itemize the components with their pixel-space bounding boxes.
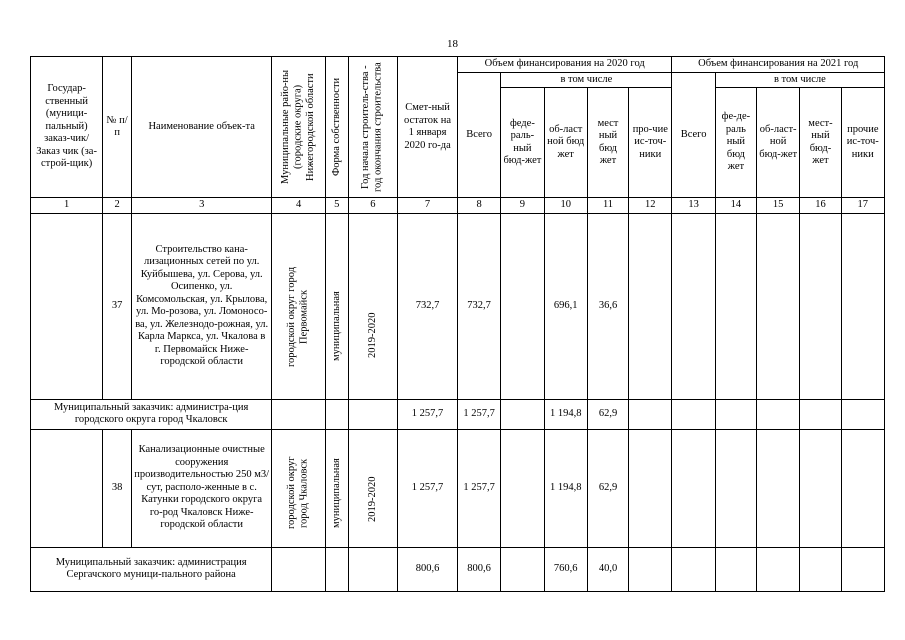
page-number: 18	[447, 38, 458, 50]
header-federal-2021: фе-де-раль ный бюд жет	[715, 88, 756, 198]
object-name: Строительство кана-лизационных сетей по ул. Куйбышева, ул. Серова, ул. Осипенко, ул. Комсомольская, ул. Крылова, ул. Мо-розова, ул. Ломоносо-ва, ул. Железнодо-рожная, ул. Карла Маркса, ул. Чкалова в г. Первомайск Ниже-городской области	[132, 213, 272, 399]
construction-years: 2019-2020	[348, 429, 398, 547]
header-total-2020: Всего	[457, 72, 500, 198]
regional-2020-value: 760,6	[544, 547, 587, 591]
local-2020-value: 36,6	[587, 213, 628, 399]
federal-2020-value	[501, 399, 544, 429]
header-other-2020: про-чие ис-точ-ники	[629, 88, 672, 198]
total-2021-value	[672, 399, 715, 429]
regional-2020-value: 696,1	[544, 213, 587, 399]
ownership: муниципальная	[325, 213, 348, 399]
customer-cell	[31, 429, 103, 547]
column-number: 3	[132, 198, 272, 214]
local-2021-value	[800, 547, 841, 591]
other-2020-value	[629, 213, 672, 399]
column-number: 7	[398, 198, 458, 214]
regional-2021-value	[757, 213, 800, 399]
header-including-2020: в том числе	[501, 72, 672, 88]
construction-years	[348, 547, 398, 591]
ownership	[325, 547, 348, 591]
ownership	[325, 399, 348, 429]
federal-2021-value	[715, 399, 756, 429]
other-2020-value	[629, 399, 672, 429]
other-2021-value	[841, 213, 884, 399]
column-number: 8	[457, 198, 500, 214]
column-number: 13	[672, 198, 715, 214]
regional-2020-value: 1 194,8	[544, 429, 587, 547]
object-name: Канализационные очистные сооружения производительностью 250 м3/сут, располо-женные в с. Катунки городского округа го-род Чкаловск Ниже-городской области	[132, 429, 272, 547]
regional-2021-value	[757, 429, 800, 547]
other-2020-value	[629, 547, 672, 591]
other-2020-value	[629, 429, 672, 547]
federal-2021-value	[715, 429, 756, 547]
construction-years: 2019-2020	[348, 213, 398, 399]
total-2021-value	[672, 547, 715, 591]
column-number: 16	[800, 198, 841, 214]
customer-row	[31, 399, 885, 429]
header-total-2021: Всего	[672, 72, 715, 198]
ownership: муниципальная	[325, 429, 348, 547]
federal-2020-value	[501, 213, 544, 399]
regional-2021-value	[757, 399, 800, 429]
remainder-value: 1 257,7	[398, 399, 458, 429]
header-districts: Муниципальные райо-ны (городские округа) Нижегородской области	[272, 57, 326, 198]
header-ownership: Форма собственности	[325, 57, 348, 198]
header-years: Год начала строитель-ства - год окончания строительства	[348, 57, 398, 198]
remainder-value: 1 257,7	[398, 429, 458, 547]
column-number: 17	[841, 198, 884, 214]
column-number: 6	[348, 198, 398, 214]
total-2020-value: 1 257,7	[457, 429, 500, 547]
customer-label: Муниципальный заказчик: администрация Сергачского муници-пального района	[31, 547, 272, 591]
row-number: 38	[103, 429, 132, 547]
customer-label: Муниципальный заказчик: администра-ция городского округа город Чкаловск	[31, 399, 272, 429]
header-customer: Государ-ственный (муници-пальный) заказ-чик/Заказ чик (за-строй-щик)	[31, 57, 103, 198]
customer-row	[31, 547, 885, 591]
header-including-2021: в том числе	[715, 72, 884, 88]
total-2020-value: 732,7	[457, 213, 500, 399]
construction-years	[348, 399, 398, 429]
remainder-value: 732,7	[398, 213, 458, 399]
other-2021-value	[841, 547, 884, 591]
total-2020-value: 1 257,7	[457, 399, 500, 429]
total-2020-value: 800,6	[457, 547, 500, 591]
column-number: 12	[629, 198, 672, 214]
district	[272, 399, 326, 429]
row-number: 37	[103, 213, 132, 399]
column-number: 15	[757, 198, 800, 214]
regional-2021-value	[757, 547, 800, 591]
customer-cell	[31, 213, 103, 399]
column-number: 14	[715, 198, 756, 214]
column-number: 1	[31, 198, 103, 214]
federal-2021-value	[715, 213, 756, 399]
total-2021-value	[672, 213, 715, 399]
header-fin-2021: Объем финансирования на 2021 год	[672, 57, 885, 73]
local-2020-value: 62,9	[587, 399, 628, 429]
table-row	[31, 429, 885, 547]
regional-2020-value: 1 194,8	[544, 399, 587, 429]
header-regional-2021: об-ласт-ной бюд-жет	[757, 88, 800, 198]
column-number-row	[31, 198, 885, 214]
federal-2020-value	[501, 429, 544, 547]
other-2021-value	[841, 399, 884, 429]
federal-2021-value	[715, 547, 756, 591]
column-number: 5	[325, 198, 348, 214]
header-local-2020: мест ный бюд жет	[587, 88, 628, 198]
financing-table	[30, 56, 885, 592]
remainder-value: 800,6	[398, 547, 458, 591]
header-federal-2020: феде-раль-ный бюд-жет	[501, 88, 544, 198]
header-other-2021: прочие ис-точ-ники	[841, 88, 884, 198]
header-local-2021: мест-ный бюд-жет	[800, 88, 841, 198]
column-number: 2	[103, 198, 132, 214]
column-number: 11	[587, 198, 628, 214]
local-2020-value: 40,0	[587, 547, 628, 591]
total-2021-value	[672, 429, 715, 547]
federal-2020-value	[501, 547, 544, 591]
table-row	[31, 213, 885, 399]
other-2021-value	[841, 429, 884, 547]
local-2021-value	[800, 213, 841, 399]
header-regional-2020: об-ласт ной бюд жет	[544, 88, 587, 198]
header-object-name: Наименование объек-та	[132, 57, 272, 198]
column-number: 10	[544, 198, 587, 214]
local-2021-value	[800, 399, 841, 429]
column-number: 9	[501, 198, 544, 214]
column-number: 4	[272, 198, 326, 214]
district	[272, 547, 326, 591]
district: городской округ город Чкаловск	[272, 429, 326, 547]
header-remainder: Смет-ный остаток на 1 января 2020 го-да	[398, 57, 458, 198]
local-2020-value: 62,9	[587, 429, 628, 547]
header-fin-2020: Объем финансирования на 2020 год	[457, 57, 672, 73]
local-2021-value	[800, 429, 841, 547]
header-number: № п/п	[103, 57, 132, 198]
district: городской округ город Первомайск	[272, 213, 326, 399]
